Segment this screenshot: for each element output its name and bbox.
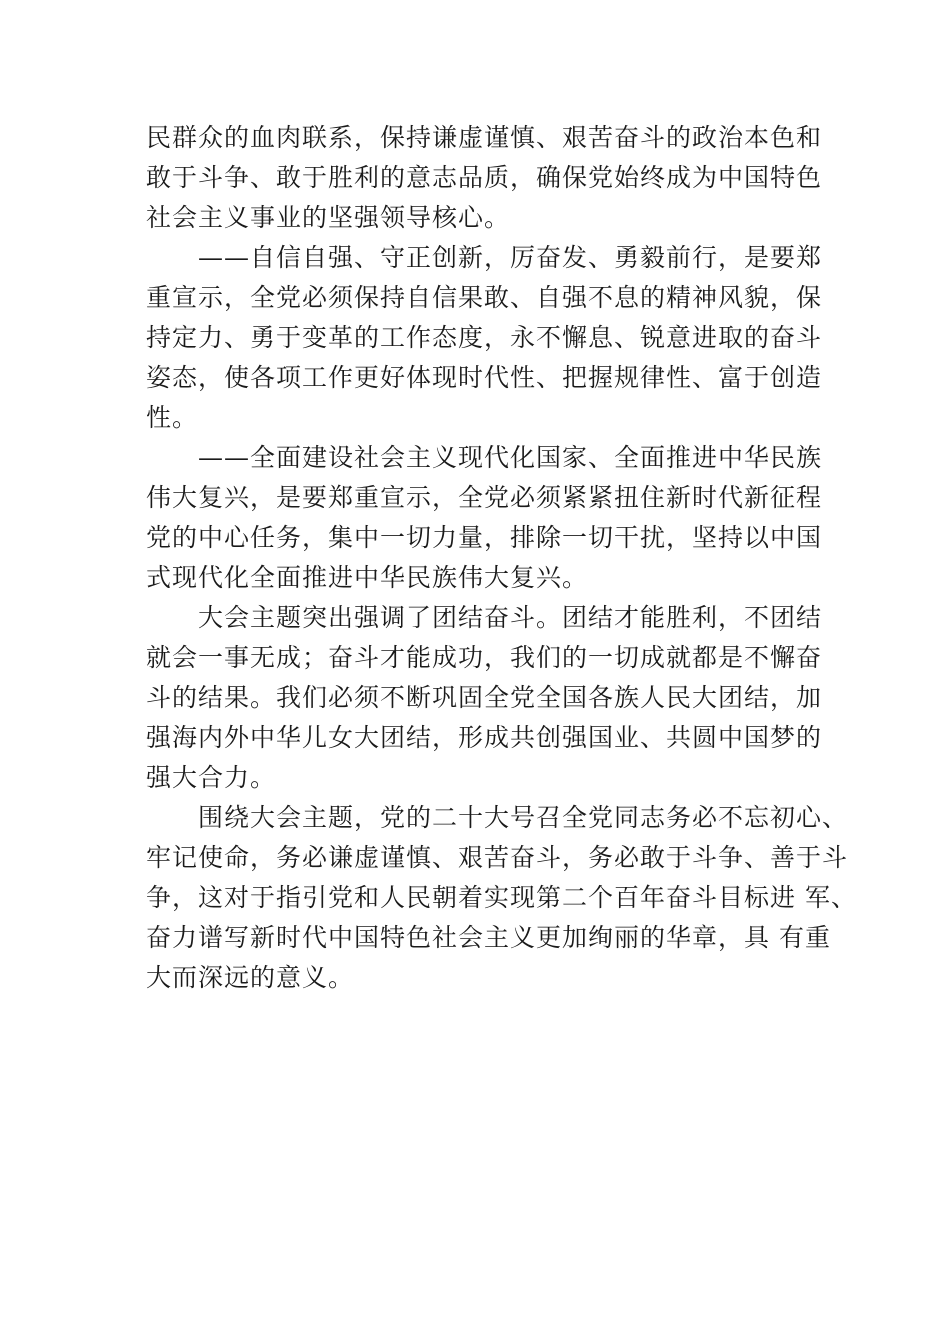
text-line: 大而深远的意义。	[146, 963, 355, 992]
document-body	[146, 118, 857, 998]
text-line: 党的中心任务，集中一切力量，排除一切干扰，坚持以中国	[146, 523, 823, 552]
text-line: 斗的结果。我们必须不断巩固全党全国各族人民大团结，加	[146, 683, 823, 712]
text-line: 重宣示，全党必须保持自信果敢、自强不息的精神风貌，保	[146, 283, 823, 312]
text-line: 牢记使命，务必谦虚谨慎、艰苦奋斗，务必敢于斗争、善于斗	[146, 843, 849, 872]
text-line: 姿态，使各项工作更好体现时代性、把握规律性、富于创造	[146, 363, 823, 392]
text-line: 伟大复兴，是要郑重宣示，全党必须紧紧扭住新时代新征程	[146, 483, 823, 512]
text-line: 强海内外中华儿女大团结，形成共创强国业、共圆中国梦的	[146, 723, 823, 752]
text-line: 强大合力。	[146, 763, 277, 792]
text-line: 围绕大会主题，党的二十大号召全党同志务必不忘初心、	[146, 803, 849, 832]
text-line: 奋力谱写新时代中国特色社会主义更加绚丽的华章，具 有重	[146, 923, 831, 952]
text-line: 民群众的血肉联系，保持谦虚谨慎、艰苦奋斗的政治本色和	[146, 123, 823, 152]
text-line: ——自信自强、守正创新，厉奋发、勇毅前行，是要郑	[146, 243, 823, 272]
text-line: 社会主义事业的坚强领导核心。	[146, 203, 511, 232]
text-line: 性。	[146, 403, 199, 432]
text-line: ——全面建设社会主义现代化国家、全面推进中华民族	[146, 443, 823, 472]
text-line: 争，这对于指引党和人民朝着实现第二个百年奋斗目标进 军、	[146, 883, 857, 912]
text-line: 大会主题突出强调了团结奋斗。团结才能胜利，不团结	[146, 603, 823, 632]
text-line: 就会一事无成；奋斗才能成功，我们的一切成就都是不懈奋	[146, 643, 823, 672]
text-line: 持定力、勇于变革的工作态度，永不懈息、锐意进取的奋斗	[146, 323, 823, 352]
text-line: 式现代化全面推进中华民族伟大复兴。	[146, 563, 589, 592]
text-line: 敢于斗争、敢于胜利的意志品质，确保党始终成为中国特色	[146, 163, 823, 192]
